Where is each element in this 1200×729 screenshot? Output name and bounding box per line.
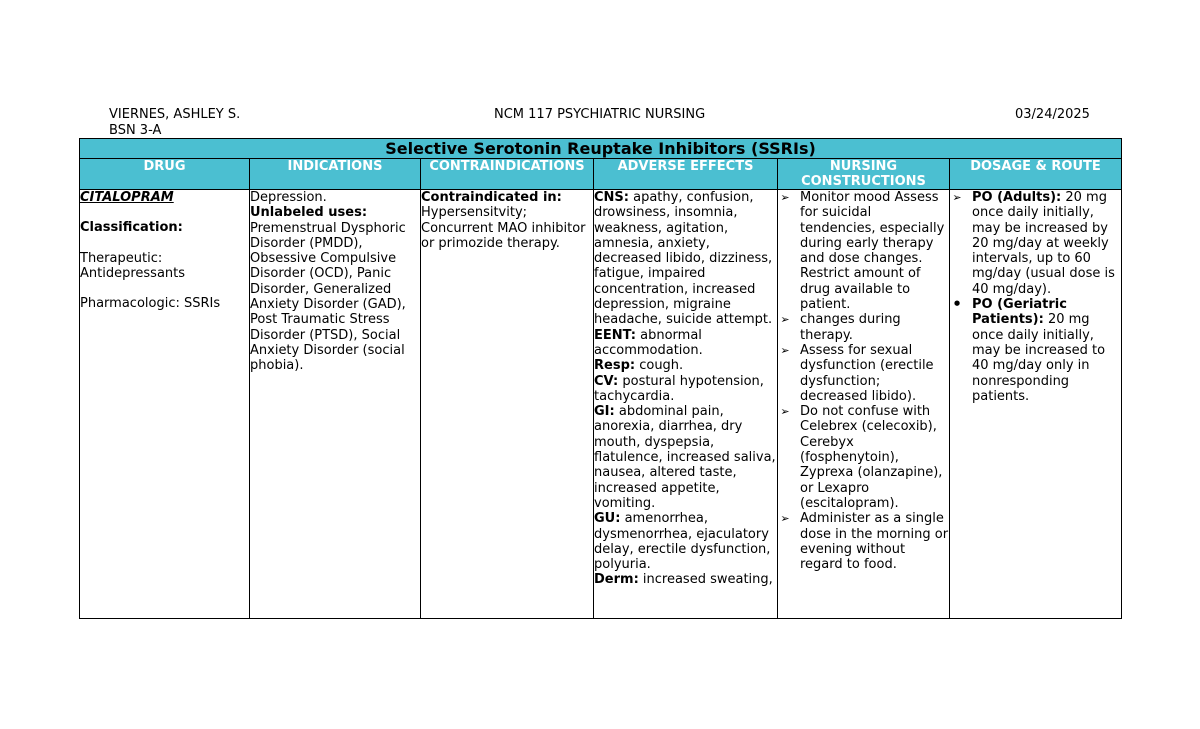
adverse-effect-item <box>594 328 777 359</box>
adverse-effect-text: postural hypotension, tachycardia. <box>594 373 764 404</box>
student-name: VIERNES, ASHLEY S. <box>109 107 241 122</box>
adverse-effect-label: GU: <box>594 511 621 527</box>
adverse-effect-text: abnormal accommodation. <box>594 327 703 358</box>
adverse-effect-item <box>594 404 777 511</box>
dosage-text: 20 mg once daily initially, may be increased by 20 mg/day at weekly intervals, up to 60 mg/day (usual dose is 40 mg/day). <box>972 190 1115 297</box>
adverse-effect-item <box>594 511 777 572</box>
nursing-item-text: changes during therapy. <box>800 312 901 343</box>
nursing-list <box>778 190 949 572</box>
student-section: BSN 3-A <box>109 123 162 138</box>
column-header-dosage: DOSAGE & ROUTE <box>950 159 1122 190</box>
table-title-row <box>80 139 1122 159</box>
drug-cell <box>80 190 250 619</box>
contraindicated-text: Hypersensitvity; Concurrent MAO inhibitor or primozide therapy. <box>421 205 586 251</box>
adverse-effects-cell <box>594 190 778 619</box>
column-header-drug: DRUG <box>80 159 250 190</box>
list-item <box>778 404 949 511</box>
adverse-effect-item <box>594 572 777 587</box>
table-title: Selective Serotonin Reuptake Inhibitors (SSRIs) <box>80 139 1122 159</box>
list-item <box>778 511 949 572</box>
course-title: NCM 117 PSYCHIATRIC NURSING <box>494 107 706 122</box>
list-item <box>950 190 1121 297</box>
arrow-bullet-icon: ➢ <box>780 405 790 419</box>
nursing-item-text: Assess for sexual dysfunction (erectile dysfunction; decreased libido). <box>800 342 934 404</box>
dot-bullet-icon: • <box>952 295 962 314</box>
list-item <box>778 190 949 312</box>
primary-indication: Depression. <box>250 190 327 205</box>
column-header-nursing: NURSING CONSTRUCTIONS <box>778 159 950 190</box>
nursing-item-text: Do not confuse with Celebrex (celecoxib), Cerebyx (fosphenytoin), Zyprexa (olanzapine), or Lexapro (escitalopram). <box>800 404 943 511</box>
list-item <box>778 312 949 343</box>
dosage-label: PO (Adults): <box>972 190 1062 205</box>
column-header-adverse-effects: ADVERSE EFFECTS <box>594 159 778 190</box>
adverse-effect-text: apathy, confusion, drowsiness, insomnia, weakness, agitation, amnesia, anxiety, decreased libido, dizziness, fatigue, impaired concentration, increased depression, migraine headache, suicide attempt. <box>594 190 773 328</box>
table-row <box>80 190 1122 619</box>
arrow-bullet-icon: ➢ <box>780 313 790 327</box>
arrow-bullet-icon: ➢ <box>952 191 962 204</box>
drug-table <box>79 138 1122 619</box>
adverse-effect-item <box>594 190 777 328</box>
pharmacologic-class: Pharmacologic: SSRIs <box>80 296 221 312</box>
adverse-effect-label: CNS: <box>594 190 629 205</box>
indications-cell <box>250 190 421 619</box>
adverse-effect-text: increased sweating, <box>642 572 773 588</box>
dosage-label: PO (Geriatric Patients): <box>972 297 1067 328</box>
adverse-effect-label: EENT: <box>594 327 636 343</box>
dosage-list-adult <box>950 190 1121 297</box>
adverse-effect-text: amenorrhea, dysmenorrhea, ejaculatory delay, erectile dysfunction, polyuria. <box>594 511 771 573</box>
classification-label: Classification: <box>80 220 183 236</box>
contraindications-cell <box>421 190 594 619</box>
column-header-contraindications: CONTRAINDICATIONS <box>421 159 594 190</box>
list-item <box>950 297 1121 404</box>
adverse-effect-item <box>594 374 777 405</box>
therapeutic-class: Therapeutic: Antidepressants <box>80 250 186 281</box>
dosage-text: 20 mg once daily initially, may be increased to 40 mg/day only in nonresponding patients. <box>972 312 1106 404</box>
adverse-effect-text: cough. <box>639 358 684 374</box>
drug-name: CITALOPRAM <box>80 190 174 205</box>
nursing-item-text: Administer as a single dose in the morning or evening without regard to food. <box>800 511 949 573</box>
arrow-bullet-icon: ➢ <box>780 343 790 357</box>
adverse-effect-item <box>594 358 777 373</box>
dosage-list-geriatric <box>950 297 1121 404</box>
contraindicated-label: Contraindicated in: <box>421 190 562 205</box>
dosage-cell <box>950 190 1122 619</box>
adverse-effect-text: abdominal pain, anorexia, diarrhea, dry mouth, dyspepsia, flatulence, increased saliva, nausea, altered taste, increased appetite, vomiting. <box>594 404 776 511</box>
adverse-effect-label: CV: <box>594 373 619 389</box>
nursing-cell <box>778 190 950 619</box>
arrow-bullet-icon: ➢ <box>780 512 790 526</box>
nursing-item-text: Monitor mood Assess for suicidal tendencies, especially during early therapy and dose changes. Restrict amount of drug available to patient. <box>800 190 945 313</box>
arrow-bullet-icon: ➢ <box>780 191 790 204</box>
column-header-row <box>80 159 1122 190</box>
unlabeled-uses-text: Premenstrual Dysphoric Disorder (PMDD), Obsessive Compulsive Disorder (OCD), Panic Disorder, Generalized Anxiety Disorder (GAD), Post Traumatic Stress Disorder (PTSD), Social Anxiety Disorder (social phobia). <box>250 220 406 374</box>
column-header-indications: INDICATIONS <box>250 159 421 190</box>
adverse-effect-label: GI: <box>594 404 615 420</box>
unlabeled-uses-label: Unlabeled uses: <box>250 205 368 221</box>
adverse-effect-label: Resp: <box>594 358 636 374</box>
list-item <box>778 343 949 404</box>
document-date: 03/24/2025 <box>1015 107 1090 122</box>
adverse-effect-label: Derm: <box>594 572 639 588</box>
